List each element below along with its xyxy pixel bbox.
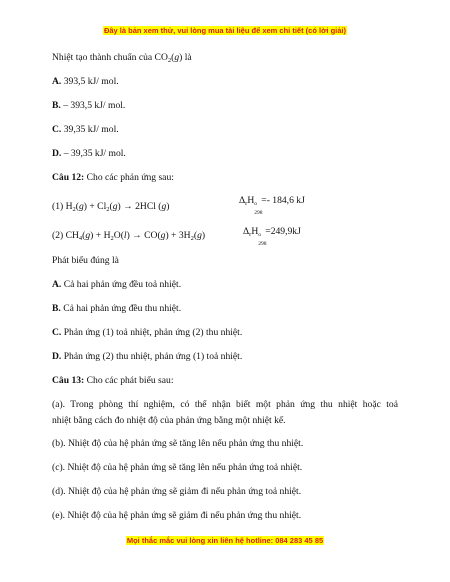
r2-part: (2) CH	[52, 230, 79, 241]
q13-statement-c: (c). Nhiệt độ của hệ phản ứng sẽ tăng lên nếu phản ứng toả nhiệt.	[52, 462, 303, 473]
q11-stem-text: Nhiệt tạo thành chuẩn của CO	[52, 52, 168, 63]
question-stem: Cho các phản ứng sau:	[84, 172, 174, 183]
q11-paren: (	[171, 52, 175, 63]
enthalpy-h: H	[251, 226, 259, 237]
question-label: Câu 13:	[52, 375, 85, 386]
option-letter: C.	[52, 124, 62, 135]
option-text: Cả hai phản ứng đều thu nhiệt.	[60, 303, 182, 314]
r1-part: (1) H	[52, 201, 73, 212]
r2-sub: 2	[190, 235, 194, 242]
enthalpy-value: =- 184,6 kJ	[261, 195, 305, 206]
r2-state: g	[160, 230, 166, 241]
option-letter: C.	[52, 327, 62, 338]
enthalpy-r-sub: r	[249, 231, 252, 238]
r2-sub: 4	[78, 235, 83, 242]
r1-sub: 2	[106, 206, 110, 213]
q13-statement-a: (a). Trong phòng thí nghiệm, có thể nhận biết một phản ứng thu nhiệt hoặc toả	[52, 399, 398, 410]
option-text: Cả hai phản ứng đều toả nhiệt.	[61, 279, 182, 290]
r1-state: g	[78, 201, 84, 212]
option-letter: D.	[52, 148, 62, 159]
q12-option-a[interactable]	[52, 279, 181, 291]
r1-state: g	[161, 201, 167, 212]
enthalpy-value: =249,9kJ	[265, 226, 301, 237]
question-label: Câu 12:	[52, 172, 85, 183]
option-letter: A.	[52, 76, 62, 87]
enthalpy-temp-sub: 298	[258, 241, 267, 247]
hotline-banner	[0, 536, 450, 545]
preview-banner	[0, 26, 450, 35]
r2-part: + H	[93, 230, 111, 241]
question-stem: Cho các phát biểu sau:	[84, 375, 174, 386]
hotline-banner-text: Mọi thắc mắc vui lòng xin liên hệ hotline: 084 283 45 85	[126, 536, 324, 545]
enthalpy-r-sub: r	[245, 200, 248, 207]
q11-option-b[interactable]	[52, 100, 125, 112]
preview-banner-text: Đây là bản xem thử, vui lòng mua tài liệu để xem chi tiết (có lời giải)	[103, 26, 347, 35]
q13-statement-d: (d). Nhiệt độ của hệ phản ứng sẽ giảm đi nếu phản ứng toả nhiệt.	[52, 486, 302, 497]
r2-state: g	[197, 230, 202, 241]
r1-part: → 2HCl (	[120, 201, 162, 212]
q12-option-d[interactable]	[52, 351, 242, 363]
option-text: 393,5 kJ/ mol.	[61, 76, 119, 87]
enthalpy-temp-sub: 298	[254, 210, 263, 216]
r2-state: g	[85, 230, 91, 241]
r2-sub: 2	[110, 235, 114, 242]
reaction-2-enthalpy	[243, 226, 301, 247]
r2-state: l	[123, 230, 127, 241]
enthalpy-standard-sup: o	[258, 232, 262, 238]
q13-statement-a-cont: nhiệt bằng cách đo nhiệt độ của phản ứng bằng một nhiệt kế.	[52, 415, 286, 426]
option-text: – 39,35 kJ/ mol.	[61, 148, 126, 159]
r1-part: + Cl	[86, 201, 107, 212]
r2-part: O(	[113, 230, 124, 241]
r2-part: ) + 3H	[165, 230, 191, 241]
enthalpy-h: H	[247, 195, 255, 206]
q12-option-c[interactable]	[52, 327, 242, 339]
option-text: Phản ứng (2) thu nhiệt, phản ứng (1) toả nhiệt.	[61, 351, 243, 362]
q13-statement-b: (b). Nhiệt độ của hệ phản ứng sẽ tăng lên nếu phản ứng thu nhiệt.	[52, 438, 304, 449]
q11-option-c[interactable]	[52, 124, 119, 136]
q11-stem-suffix: ) là	[179, 52, 192, 63]
r1-part: )	[166, 201, 170, 212]
r2-part: )	[201, 230, 206, 241]
reaction-1-enthalpy	[239, 195, 305, 216]
r2-part: ) → CO(	[126, 230, 161, 241]
r1-state: g	[112, 201, 118, 212]
option-text: 39,35 kJ/ mol.	[61, 124, 119, 135]
q11-option-d[interactable]	[52, 148, 126, 160]
q11-option-a[interactable]	[52, 76, 119, 88]
r1-sub: 2	[72, 206, 76, 213]
q12-option-b[interactable]	[52, 303, 181, 315]
option-letter: A.	[52, 279, 62, 290]
q11-stem	[52, 52, 192, 64]
option-letter: B.	[52, 303, 61, 314]
option-letter: D.	[52, 351, 62, 362]
reaction-1: (1) $H_2(g) + Cl_2(g) \to 2HCl$ (g)	[52, 201, 170, 213]
q12-heading	[52, 172, 174, 184]
reaction-2: (2) $CH_4(g) + H_2O(l) \to CO(g) + 3H_2(g)$	[52, 230, 206, 242]
option-text: – 393,5 kJ/ mol.	[60, 100, 126, 111]
q11-state: g	[174, 52, 180, 63]
option-letter: B.	[52, 100, 61, 111]
q13-heading	[52, 375, 174, 387]
option-text: Phản ứng (1) toả nhiệt, phản ứng (2) thu nhiệt.	[61, 327, 243, 338]
delta-symbol: Δ	[243, 226, 250, 237]
enthalpy-standard-sup: o	[254, 201, 258, 207]
delta-symbol: Δ	[239, 195, 246, 206]
q12-prompt: Phát biểu đúng là	[52, 255, 119, 266]
q11-stem-sub: 2	[167, 57, 172, 64]
q13-statement-e: (e). Nhiệt độ của hệ phản ứng sẽ giảm đi nếu phản ứng thu nhiệt.	[52, 510, 302, 521]
